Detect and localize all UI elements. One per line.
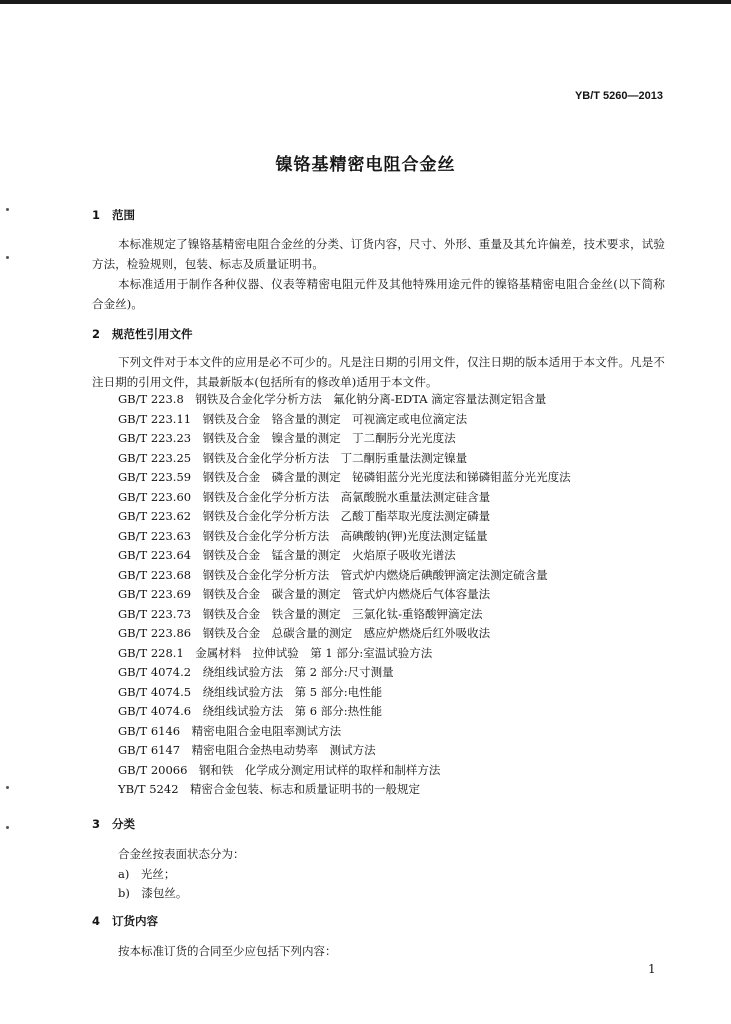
section-1-paragraph-1: 本标准规定了镍铬基精密电阻合金丝的分类、订货内容，尺寸、外形、重量及其允许偏差，技术要求，试验方法，检验规则，包装、标志及质量证明书。	[92, 237, 665, 271]
reference-item: GB/T 4074.2 绕组线试验方法 第 2 部分:尺寸测量	[118, 665, 394, 679]
reference-item: GB/T 4074.5 绕组线试验方法 第 5 部分:电性能	[118, 684, 383, 699]
reference-item: GB/T 223.25 钢铁及合金化学分析方法 丁二酮肟重量法测定镍量	[118, 450, 468, 465]
section-3-intro: 合金丝按表面状态分为：	[118, 847, 245, 861]
reference-item: GB/T 223.62 钢铁及合金化学分析方法 乙酸丁酯萃取光度法测定磷量	[118, 509, 491, 523]
page-number: 1	[648, 962, 656, 976]
section-1-heading	[92, 207, 135, 223]
document-code: YB/T 5260—2013	[574, 90, 663, 102]
reference-item: GB/T 6147 精密电阻合金热电动势率 测试方法	[118, 743, 376, 757]
document-title: 镍铬基精密电阻合金丝	[275, 155, 456, 175]
classification-item: a) 光丝；	[118, 867, 176, 881]
section-number: 1	[92, 208, 101, 222]
reference-list	[118, 390, 571, 800]
reference-item: GB/T 223.63 钢铁及合金化学分析方法 高碘酸钠(钾)光度法测定锰量	[118, 528, 488, 543]
reference-item: GB/T 223.11 钢铁及合金 铬含量的测定 可视滴定或电位滴定法	[118, 411, 468, 426]
section-2-intro: 下列文件对于本文件的应用是必不可少的。凡是注日期的引用文件，仅注日期的版本适用于本文件。凡是不注日期的引用文件，其最新版本(包括所有的修改单)适用于本文件。	[92, 355, 665, 389]
reference-item: GB/T 228.1 金属材料 拉伸试验 第 1 部分:室温试验方法	[118, 645, 433, 660]
section-number: 3	[92, 817, 101, 831]
scan-speck	[6, 256, 9, 259]
reference-item: GB/T 223.59 钢铁及合金 磷含量的测定 铋磷钼蓝分光光度法和锑磷钼蓝分光光度法	[118, 470, 571, 484]
reference-item: GB/T 6146 精密电阻合金电阻率测试方法	[118, 723, 342, 738]
reference-item: GB/T 223.69 钢铁及合金 碳含量的测定 管式炉内燃烧后气体容量法	[118, 587, 491, 601]
reference-item: GB/T 223.68 钢铁及合金化学分析方法 管式炉内燃烧后碘酸钾滴定法测定硫含量	[118, 567, 548, 582]
section-title: 分类	[112, 817, 135, 831]
reference-item: GB/T 223.86 钢铁及合金 总碳含量的测定 感应炉燃烧后红外吸收法	[118, 626, 491, 640]
reference-item: YB/T 5242 精密合金包装、标志和质量证明书的一般规定	[118, 782, 421, 796]
section-4-heading	[92, 913, 158, 929]
section-number: 4	[92, 914, 101, 928]
section-title: 规范性引用文件	[112, 327, 193, 341]
section-title: 订货内容	[112, 914, 158, 928]
section-number: 2	[92, 327, 101, 341]
classification-item: b) 漆包丝。	[118, 886, 188, 900]
reference-item: GB/T 4074.6 绕组线试验方法 第 6 部分:热性能	[118, 704, 383, 718]
section-3-heading	[92, 816, 135, 832]
top-border-rule	[0, 0, 731, 4]
reference-item: GB/T 223.73 钢铁及合金 铁含量的测定 三氯化钛-重铬酸钾滴定法	[118, 606, 483, 621]
scan-speck	[6, 208, 9, 211]
reference-item: GB/T 223.23 钢铁及合金 镍含量的测定 丁二酮肟分光光度法	[118, 431, 456, 445]
section-1-paragraph-2: 本标准适用于制作各种仪器、仪表等精密电阻元件及其他特殊用途元件的镍铬基精密电阻合金丝(以下简称合金丝)。	[92, 277, 665, 311]
scan-speck	[6, 786, 9, 789]
reference-item: GB/T 223.60 钢铁及合金化学分析方法 高氯酸脱水重量法测定硅含量	[118, 489, 491, 504]
section-title: 范围	[112, 208, 135, 222]
reference-item: GB/T 223.8 钢铁及合金化学分析方法 氟化钠分离-EDTA 滴定容量法测定铝含量	[118, 392, 547, 406]
section-4-intro: 按本标准订货的合同至少应包括下列内容：	[118, 944, 337, 958]
reference-item: GB/T 223.64 钢铁及合金 锰含量的测定 火焰原子吸收光谱法	[118, 548, 456, 562]
scan-speck	[6, 826, 9, 829]
section-2-heading	[92, 326, 193, 342]
reference-item: GB/T 20066 钢和铁 化学成分测定用试样的取样和制样方法	[118, 762, 441, 777]
